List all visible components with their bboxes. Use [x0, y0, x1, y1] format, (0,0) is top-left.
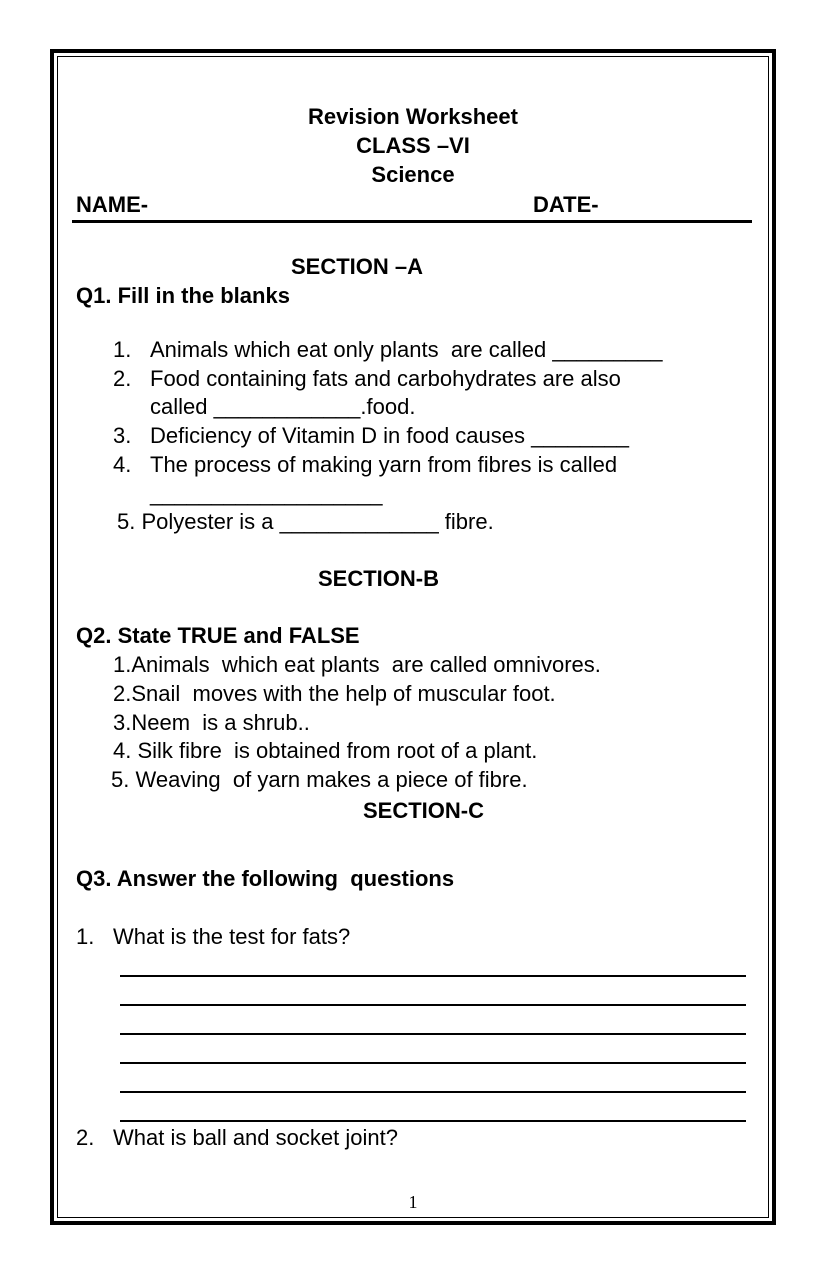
- date-label: DATE-: [533, 192, 599, 217]
- class-label: CLASS –VI: [356, 133, 470, 158]
- q1-item-number: 2.: [113, 366, 132, 391]
- q2-item: 3.Neem is a shrub..: [113, 710, 310, 735]
- answer-line: [120, 1004, 746, 1006]
- answer-line: [120, 975, 746, 977]
- answer-line: [120, 1120, 746, 1122]
- q1-item-number: 4.: [113, 452, 132, 477]
- q3-item-number: 1.: [76, 924, 95, 949]
- q2-item: 5. Weaving of yarn makes a piece of fibre.: [111, 767, 528, 792]
- answer-line: [120, 1033, 746, 1035]
- answer-line: [120, 1091, 746, 1093]
- q3-item-number: 2.: [76, 1125, 95, 1150]
- q1-item-number: 3.: [113, 423, 132, 448]
- section-c-heading: SECTION-C: [363, 798, 484, 823]
- subject-label: Science: [371, 162, 455, 187]
- q1-item: 5. Polyester is a _____________ fibre.: [117, 509, 494, 534]
- q1-item: Animals which eat only plants are called _________: [150, 337, 663, 362]
- q3-item: What is ball and socket joint?: [113, 1125, 398, 1150]
- q1-item-number: 1.: [113, 337, 132, 362]
- header-divider: [72, 220, 752, 223]
- q1-item-continuation: called ____________.food.: [150, 394, 416, 419]
- q1-item-continuation: ___________________: [150, 481, 383, 506]
- page-number: 1: [408, 1192, 418, 1212]
- answer-line: [120, 1062, 746, 1064]
- q2-item: 4. Silk fibre is obtained from root of a plant.: [113, 738, 538, 763]
- q2-item: 1.Animals which eat plants are called omnivores.: [113, 652, 601, 677]
- section-b-heading: SECTION-B: [318, 566, 439, 591]
- name-label: NAME-: [76, 192, 149, 217]
- q1-item: Food containing fats and carbohydrates are also: [150, 366, 621, 391]
- worksheet-title: Revision Worksheet: [308, 104, 518, 129]
- q2-heading: Q2. State TRUE and FALSE: [76, 623, 360, 648]
- q2-item: 2.Snail moves with the help of muscular foot.: [113, 681, 556, 706]
- q3-heading: Q3. Answer the following questions: [76, 866, 455, 891]
- q3-item: What is the test for fats?: [113, 924, 351, 949]
- q1-item: Deficiency of Vitamin D in food causes ________: [150, 423, 629, 448]
- section-a-heading: SECTION –A: [291, 254, 424, 279]
- q1-item: The process of making yarn from fibres is called: [150, 452, 618, 477]
- q1-heading: Q1. Fill in the blanks: [76, 283, 290, 308]
